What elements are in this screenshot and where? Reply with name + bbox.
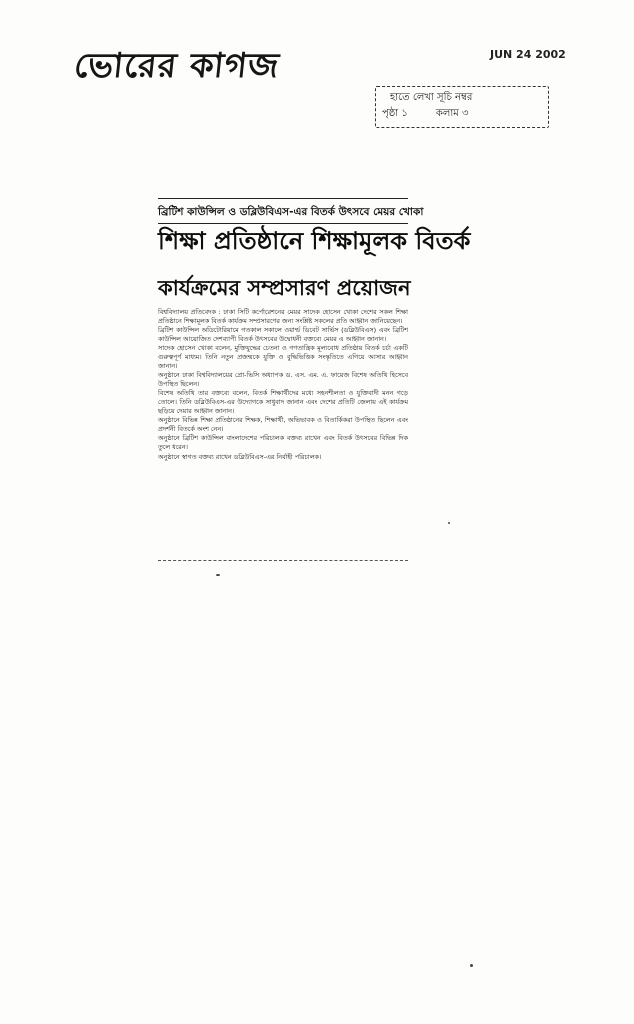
scan-speck — [448, 522, 450, 524]
article-paragraph: বিশেষ অতিথি তার বক্তব্যে বলেন, বিতর্ক শিক্ষার্থীদের মধ্যে সহনশীলতা ও যুক্তিবাদী মনন গড়ে তোলে। তিনি ডব্লিউবিএস-এর উদ্যোগকে সাধুবাদ জানান এবং দেশের প্রতিটি জেলায় এই কার্যক্রম ছড়িয়ে দেয়ার আহ্বান জানান। — [158, 389, 408, 415]
headline-line-2: কার্যক্রমের সম্প্রসারণ প্রয়োজন — [158, 275, 411, 300]
top-rule — [158, 198, 408, 199]
article-paragraph: অনুষ্ঠানে স্বাগত বক্তব্য রাখেন ডব্লিউবিএস-এর নির্বাহী পরিচালক। — [158, 452, 322, 461]
scan-speck — [216, 574, 220, 576]
kicker-rule — [158, 223, 408, 224]
scan-speck — [470, 964, 473, 967]
date-stamp: JUN 24 2002 — [490, 48, 566, 61]
news-clipping — [158, 198, 471, 563]
article-paragraph: অনুষ্ঠানে বিভিন্ন শিক্ষা প্রতিষ্ঠানের শিক্ষক, শিক্ষার্থী, অভিভাবক ও বিতার্কিকরা উপস্থিত ছিলেন এবং প্রদর্শনী বিতর্কে অংশ নেন। — [158, 416, 408, 433]
article-paragraph: ব্রিটিশ কাউন্সিল অডিটোরিয়ামে গতকাল সকালে ওয়ার্ল্ড ডিবেট সার্ভিস (ডব্লিউবিএস) এবং ব্রিটিশ কাউন্সিল আয়োজিত দেশব্যাপী বিতর্ক উৎসবের উদ্বোধনী বক্তব্যে মেয়র এ আহ্বান জানান। — [158, 326, 408, 343]
article-paragraph: বিশ্ববিদ্যালয় প্রতিবেদক : ঢাকা সিটি কর্পোরেশনের মেয়র সাদেক হোসেন খোকা দেশের সকল শিক্ষা প্রতিষ্ঠানে শিক্ষামূলক বিতর্ক কার্যক্রম সম্প্রসারণের জন্য সংশ্লিষ্ট সকলের প্রতি আহ্বান জানিয়েছেন। — [158, 308, 408, 325]
article-paragraph: সাদেক হোসেন খোকা বলেন, মুক্তিযুদ্ধের চেতনা ও গণতান্ত্রিক মূল্যবোধ প্রতিষ্ঠায় বিতর্ক চর্চা একটি গুরুত্বপূর্ণ মাধ্যম। তিনি নতুন প্রজন্মকে যুক্তি ও বুদ্ধিভিত্তিক সংস্কৃতিতে এগিয়ে আসার আহ্বান জানান। — [158, 344, 408, 370]
article-paragraph: অনুষ্ঠানে ব্রিটিশ কাউন্সিল বাংলাদেশের পরিচালক বক্তব্য রাখেন এবং বিতর্ক উৎসবের বিভিন্ন দিক তুলে ধরেন। — [158, 434, 408, 451]
reference-line: হাতে লেখা সূচি নম্বর — [390, 92, 473, 103]
column-label: কলাম ৩ — [435, 108, 469, 119]
bottom-rule — [158, 560, 408, 561]
headline-line-1: শিক্ষা প্রতিষ্ঠানে শিক্ষামূলক বিতর্ক — [158, 226, 471, 255]
article-kicker: ব্রিটিশ কাউন্সিল ও ডব্লিউবিএস-এর বিতর্ক উৎসবে মেয়র খোকা — [158, 206, 424, 218]
reference-box — [375, 86, 549, 128]
newspaper-masthead: ভোরের কাগজ — [72, 46, 282, 86]
article-paragraph: অনুষ্ঠানে ঢাকা বিশ্ববিদ্যালয়ের প্রো-ভিসি অধ্যাপক ড. এস. এম. এ. ফায়েজ বিশেষ অতিথি হিসেবে উপস্থিত ছিলেন। — [158, 371, 408, 388]
page-label: পৃষ্ঠা ১ — [382, 108, 408, 119]
article-body — [158, 308, 408, 462]
reference-page-column — [382, 106, 468, 123]
